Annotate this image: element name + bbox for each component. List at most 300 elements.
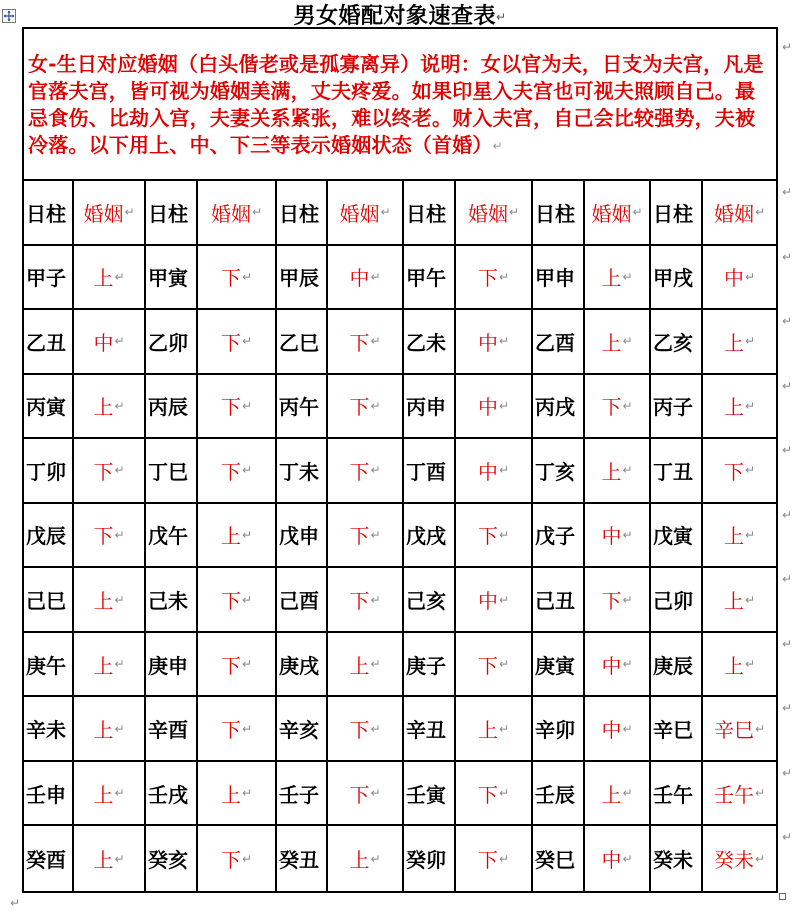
marriage-status-text: 上 bbox=[601, 782, 622, 807]
marriage-status-text: 下 bbox=[93, 524, 114, 549]
day-pillar-text: 己丑 bbox=[535, 589, 575, 614]
day-pillar-text: 日柱 bbox=[279, 201, 319, 226]
marriage-status-cell[interactable] bbox=[456, 246, 533, 311]
lookup-grid bbox=[24, 181, 776, 891]
day-pillar-text: 日柱 bbox=[653, 201, 693, 226]
day-pillar-cell[interactable] bbox=[146, 246, 198, 311]
day-pillar-text: 戊寅 bbox=[653, 524, 693, 549]
day-pillar-text: 庚辰 bbox=[653, 653, 693, 678]
marriage-status-cell[interactable] bbox=[328, 504, 404, 569]
marriage-status-text: 下 bbox=[220, 848, 241, 873]
day-pillar-cell[interactable] bbox=[404, 762, 456, 827]
marriage-status-cell[interactable] bbox=[328, 633, 404, 698]
paragraph-mark-icon: ↵ bbox=[754, 205, 766, 220]
day-pillar-text: 辛酉 bbox=[148, 718, 188, 743]
day-pillar-text: 癸酉 bbox=[26, 848, 66, 873]
day-pillar-cell[interactable] bbox=[277, 697, 328, 762]
marriage-status-text: 下 bbox=[477, 782, 498, 807]
paragraph-mark-icon: ↵ bbox=[744, 592, 756, 607]
day-pillar-cell[interactable] bbox=[24, 697, 74, 762]
day-pillar-text: 庚午 bbox=[26, 653, 66, 678]
marriage-status-text: 上 bbox=[349, 848, 370, 873]
paragraph-mark-icon: ↵ bbox=[10, 896, 21, 910]
marriage-status-text: 婚姻 bbox=[713, 201, 754, 226]
day-pillar-text: 辛未 bbox=[26, 718, 66, 743]
day-pillar-text: 戊午 bbox=[148, 524, 188, 549]
marriage-status-text: 下 bbox=[349, 589, 370, 614]
marriage-status-cell[interactable] bbox=[585, 246, 651, 311]
day-pillar-text: 辛亥 bbox=[279, 718, 319, 743]
marriage-status-cell[interactable] bbox=[585, 568, 651, 633]
day-pillar-text: 壬戌 bbox=[148, 782, 188, 807]
day-pillar-cell[interactable] bbox=[404, 697, 456, 762]
header-pillar-cell[interactable] bbox=[533, 181, 585, 246]
paragraph-mark-icon: ↵ bbox=[241, 463, 253, 478]
marriage-status-cell[interactable] bbox=[198, 439, 277, 504]
day-pillar-text: 辛卯 bbox=[535, 718, 575, 743]
day-pillar-text: 丁巳 bbox=[148, 459, 188, 484]
day-pillar-text: 日柱 bbox=[535, 201, 575, 226]
day-pillar-cell[interactable] bbox=[651, 697, 703, 762]
day-pillar-cell[interactable] bbox=[24, 633, 74, 698]
paragraph-mark-icon: ↵ bbox=[114, 463, 125, 478]
paragraph-mark-icon: ↵ bbox=[622, 398, 633, 413]
day-pillar-cell[interactable] bbox=[651, 246, 703, 311]
paragraph-mark-icon: ↵ bbox=[498, 851, 510, 866]
marriage-status-cell[interactable] bbox=[456, 762, 533, 827]
paragraph-mark-icon: ↵ bbox=[370, 463, 381, 478]
marriage-status-text: 下 bbox=[723, 459, 744, 484]
paragraph-mark-icon: ↵ bbox=[498, 463, 510, 478]
marriage-status-cell[interactable] bbox=[703, 826, 776, 891]
day-pillar-cell[interactable] bbox=[277, 826, 328, 891]
day-pillar-cell[interactable] bbox=[277, 246, 328, 311]
marriage-status-text: 下 bbox=[349, 782, 370, 807]
day-pillar-cell[interactable] bbox=[277, 439, 328, 504]
paragraph-mark-icon: ↵ bbox=[622, 463, 633, 478]
marriage-status-text: 上 bbox=[601, 266, 622, 291]
day-pillar-text: 甲午 bbox=[406, 266, 446, 291]
marriage-status-cell[interactable] bbox=[703, 762, 776, 827]
day-pillar-text: 乙卯 bbox=[148, 330, 188, 355]
marriage-status-cell[interactable] bbox=[328, 246, 404, 311]
day-pillar-cell[interactable] bbox=[404, 633, 456, 698]
day-pillar-text: 己酉 bbox=[279, 589, 319, 614]
marriage-status-cell[interactable] bbox=[703, 504, 776, 569]
marriage-status-cell[interactable] bbox=[703, 375, 776, 440]
paragraph-mark-icon: ↵ bbox=[370, 592, 381, 607]
day-pillar-text: 丙午 bbox=[279, 395, 319, 420]
marriage-status-cell[interactable] bbox=[585, 826, 651, 891]
day-pillar-cell[interactable] bbox=[404, 439, 456, 504]
marriage-status-cell[interactable] bbox=[198, 568, 277, 633]
marriage-status-cell[interactable] bbox=[456, 633, 533, 698]
day-pillar-text: 戊申 bbox=[279, 524, 319, 549]
day-pillar-cell[interactable] bbox=[24, 762, 74, 827]
marriage-status-text: 上 bbox=[93, 653, 114, 678]
paragraph-mark-icon: ↵ bbox=[370, 721, 381, 736]
day-pillar-cell[interactable] bbox=[24, 246, 74, 311]
header-marriage-cell[interactable] bbox=[703, 181, 776, 246]
paragraph-mark-icon: ↵ bbox=[632, 205, 643, 220]
row-end-mark-icon: ↵ bbox=[782, 378, 793, 393]
day-pillar-cell[interactable] bbox=[651, 568, 703, 633]
header-pillar-cell[interactable] bbox=[24, 181, 74, 246]
paragraph-mark-icon: ↵ bbox=[492, 139, 503, 153]
marriage-status-cell[interactable] bbox=[328, 310, 404, 375]
paragraph-mark-icon: ↵ bbox=[744, 657, 756, 672]
marriage-status-cell[interactable] bbox=[456, 439, 533, 504]
row-end-mark-icon: ↵ bbox=[782, 443, 793, 458]
marriage-status-cell[interactable] bbox=[198, 697, 277, 762]
paragraph-mark-icon: ↵ bbox=[114, 334, 125, 349]
marriage-status-text: 婚姻 bbox=[83, 201, 124, 226]
header-marriage-cell[interactable] bbox=[198, 181, 277, 246]
paragraph-mark-icon: ↵ bbox=[622, 269, 633, 284]
marriage-status-text: 中 bbox=[477, 395, 498, 420]
marriage-status-text: 婚姻 bbox=[339, 201, 380, 226]
day-pillar-cell[interactable] bbox=[146, 439, 198, 504]
marriage-status-text: 下 bbox=[477, 653, 498, 678]
marriage-status-cell[interactable] bbox=[456, 375, 533, 440]
marriage-status-text: 下 bbox=[477, 266, 498, 291]
marriage-status-cell[interactable] bbox=[585, 633, 651, 698]
marriage-status-text: 上 bbox=[220, 524, 241, 549]
marriage-status-text: 下 bbox=[220, 718, 241, 743]
day-pillar-cell[interactable] bbox=[146, 504, 198, 569]
paragraph-mark-icon: ↵ bbox=[370, 269, 381, 284]
marriage-status-text: 上 bbox=[723, 653, 744, 678]
marriage-status-text: 中 bbox=[477, 330, 498, 355]
day-pillar-cell[interactable] bbox=[146, 633, 198, 698]
paragraph-mark-icon: ↵ bbox=[114, 786, 125, 801]
day-pillar-cell[interactable] bbox=[533, 633, 585, 698]
intro-text: 女-生日对应婚姻（白头偕老或是孤寡离异）说明：女以官为夫，日支为夫宫，凡是官落夫宫，皆可视为婚姻美满，丈夫疼爱。如果印星入夫宫也可视夫照顾自己。最忌食伤、比劫入宫，夫妻关系紧张，难以终老。财入夫宫，自己会比较强势，夫被冷落。以下用上、中、下三等表示婚姻状态（首婚） bbox=[28, 52, 764, 157]
paragraph-mark-icon: ↵ bbox=[114, 527, 125, 542]
marriage-status-cell[interactable] bbox=[74, 504, 146, 569]
paragraph-mark-icon: ↵ bbox=[622, 527, 633, 542]
row-end-mark-icon: ↵ bbox=[782, 314, 793, 329]
paragraph-mark-icon: ↵ bbox=[114, 851, 125, 866]
paragraph-mark-icon: ↵ bbox=[114, 398, 125, 413]
marriage-status-cell[interactable] bbox=[74, 310, 146, 375]
day-pillar-text: 庚子 bbox=[406, 653, 446, 678]
day-pillar-cell[interactable] bbox=[404, 310, 456, 375]
marriage-status-cell[interactable] bbox=[456, 504, 533, 569]
marriage-status-text: 上 bbox=[477, 718, 498, 743]
marriage-status-text: 上 bbox=[220, 782, 241, 807]
row-end-mark-icon: ↵ bbox=[782, 765, 793, 780]
marriage-status-cell[interactable] bbox=[456, 826, 533, 891]
marriage-status-cell[interactable] bbox=[585, 310, 651, 375]
marriage-status-text: 上 bbox=[723, 589, 744, 614]
header-marriage-cell[interactable] bbox=[74, 181, 146, 246]
marriage-status-cell[interactable] bbox=[328, 762, 404, 827]
day-pillar-cell[interactable] bbox=[533, 439, 585, 504]
marriage-status-text: 上 bbox=[723, 524, 744, 549]
marriage-status-cell[interactable] bbox=[703, 568, 776, 633]
marriage-status-text: 中 bbox=[601, 653, 622, 678]
marriage-status-text: 上 bbox=[93, 589, 114, 614]
day-pillar-cell[interactable] bbox=[651, 504, 703, 569]
marriage-status-cell[interactable] bbox=[585, 439, 651, 504]
day-pillar-cell[interactable] bbox=[24, 310, 74, 375]
marriage-status-text: 婚姻 bbox=[467, 201, 508, 226]
marriage-status-cell[interactable] bbox=[74, 633, 146, 698]
day-pillar-cell[interactable] bbox=[24, 439, 74, 504]
marriage-status-cell[interactable] bbox=[585, 504, 651, 569]
paragraph-mark-icon: ↵ bbox=[241, 786, 253, 801]
marriage-status-text: 中 bbox=[477, 459, 498, 484]
day-pillar-cell[interactable] bbox=[404, 504, 456, 569]
paragraph-mark-icon: ↵ bbox=[241, 527, 253, 542]
paragraph-mark-icon: ↵ bbox=[498, 398, 510, 413]
marriage-status-cell[interactable] bbox=[585, 762, 651, 827]
day-pillar-text: 己亥 bbox=[406, 589, 446, 614]
paragraph-mark-icon: ↵ bbox=[124, 205, 135, 220]
day-pillar-cell[interactable] bbox=[277, 310, 328, 375]
marriage-status-cell[interactable] bbox=[74, 375, 146, 440]
paragraph-mark-icon: ↵ bbox=[241, 721, 253, 736]
marriage-status-cell[interactable] bbox=[703, 697, 776, 762]
marriage-status-cell[interactable] bbox=[328, 375, 404, 440]
marriage-status-text: 中 bbox=[477, 589, 498, 614]
marriage-status-cell[interactable] bbox=[328, 697, 404, 762]
paragraph-mark-icon: ↵ bbox=[114, 269, 125, 284]
marriage-status-text: 下 bbox=[220, 459, 241, 484]
marriage-status-text: 下 bbox=[220, 653, 241, 678]
marriage-status-text: 癸未 bbox=[713, 848, 754, 873]
paragraph-mark-icon: ↵ bbox=[498, 334, 510, 349]
paragraph-mark-icon: ↵ bbox=[241, 269, 253, 284]
paragraph-mark-icon: ↵ bbox=[241, 592, 253, 607]
header-pillar-cell[interactable] bbox=[404, 181, 456, 246]
marriage-status-text: 上 bbox=[723, 330, 744, 355]
marriage-status-cell[interactable] bbox=[328, 439, 404, 504]
day-pillar-text: 日柱 bbox=[406, 201, 446, 226]
marriage-status-text: 中 bbox=[601, 718, 622, 743]
day-pillar-text: 辛巳 bbox=[653, 718, 693, 743]
paragraph-mark-icon: ↵ bbox=[498, 592, 510, 607]
day-pillar-text: 甲辰 bbox=[279, 266, 319, 291]
marriage-status-text: 下 bbox=[220, 589, 241, 614]
marriage-status-text: 下 bbox=[477, 524, 498, 549]
header-pillar-cell[interactable] bbox=[651, 181, 703, 246]
day-pillar-cell[interactable] bbox=[277, 504, 328, 569]
day-pillar-cell[interactable] bbox=[651, 439, 703, 504]
day-pillar-cell[interactable] bbox=[533, 762, 585, 827]
day-pillar-text: 己巳 bbox=[26, 589, 66, 614]
day-pillar-cell[interactable] bbox=[404, 826, 456, 891]
paragraph-mark-icon: ↵ bbox=[508, 205, 520, 220]
header-marriage-cell[interactable] bbox=[328, 181, 404, 246]
day-pillar-text: 壬辰 bbox=[535, 782, 575, 807]
marriage-status-cell[interactable] bbox=[198, 504, 277, 569]
paragraph-mark-icon: ↵ bbox=[622, 657, 633, 672]
day-pillar-text: 壬子 bbox=[279, 782, 319, 807]
day-pillar-text: 癸巳 bbox=[535, 848, 575, 873]
marriage-status-text: 中 bbox=[601, 848, 622, 873]
paragraph-mark-icon: ↵ bbox=[622, 721, 633, 736]
day-pillar-cell[interactable] bbox=[651, 633, 703, 698]
day-pillar-text: 戊戌 bbox=[406, 524, 446, 549]
marriage-status-text: 上 bbox=[93, 718, 114, 743]
day-pillar-text: 日柱 bbox=[26, 201, 66, 226]
marriage-status-text: 上 bbox=[93, 848, 114, 873]
table-resize-handle[interactable] bbox=[779, 893, 786, 900]
day-pillar-cell[interactable] bbox=[533, 246, 585, 311]
day-pillar-cell[interactable] bbox=[533, 375, 585, 440]
day-pillar-text: 庚戌 bbox=[279, 653, 319, 678]
paragraph-mark-icon: ↵ bbox=[744, 398, 756, 413]
day-pillar-cell[interactable] bbox=[533, 826, 585, 891]
day-pillar-cell[interactable] bbox=[146, 375, 198, 440]
paragraph-mark-icon: ↵ bbox=[114, 721, 125, 736]
day-pillar-cell[interactable] bbox=[277, 568, 328, 633]
marriage-status-text: 上 bbox=[93, 395, 114, 420]
marriage-status-cell[interactable] bbox=[585, 375, 651, 440]
day-pillar-cell[interactable] bbox=[277, 375, 328, 440]
header-marriage-cell[interactable] bbox=[585, 181, 651, 246]
paragraph-mark-icon: ↵ bbox=[380, 205, 391, 220]
marriage-status-cell[interactable] bbox=[74, 568, 146, 633]
paragraph-mark-icon: ↵ bbox=[241, 657, 253, 672]
day-pillar-text: 癸卯 bbox=[406, 848, 446, 873]
paragraph-mark-icon: ↵ bbox=[114, 657, 125, 672]
paragraph-mark-icon: ↵ bbox=[754, 786, 766, 801]
marriage-status-cell[interactable] bbox=[328, 568, 404, 633]
paragraph-mark-icon: ↵ bbox=[622, 334, 633, 349]
paragraph-mark-icon: ↵ bbox=[370, 527, 381, 542]
day-pillar-cell[interactable] bbox=[146, 762, 198, 827]
day-pillar-text: 癸未 bbox=[653, 848, 693, 873]
marriage-status-cell[interactable] bbox=[585, 697, 651, 762]
day-pillar-cell[interactable] bbox=[146, 697, 198, 762]
paragraph-mark-icon: ↵ bbox=[744, 269, 756, 284]
marriage-status-cell[interactable] bbox=[456, 697, 533, 762]
day-pillar-text: 甲申 bbox=[535, 266, 575, 291]
marriage-status-text: 中 bbox=[601, 524, 622, 549]
day-pillar-cell[interactable] bbox=[146, 568, 198, 633]
day-pillar-text: 丙申 bbox=[406, 395, 446, 420]
header-marriage-cell[interactable] bbox=[456, 181, 533, 246]
day-pillar-cell[interactable] bbox=[533, 697, 585, 762]
day-pillar-text: 丁酉 bbox=[406, 459, 446, 484]
marriage-status-cell[interactable] bbox=[703, 439, 776, 504]
paragraph-mark-icon: ↵ bbox=[370, 657, 381, 672]
row-end-mark-icon: ↵ bbox=[782, 249, 793, 264]
marriage-status-text: 上 bbox=[723, 395, 744, 420]
day-pillar-cell[interactable] bbox=[533, 310, 585, 375]
marriage-status-cell[interactable] bbox=[198, 762, 277, 827]
day-pillar-text: 丁未 bbox=[279, 459, 319, 484]
row-end-mark-icon: ↵ bbox=[782, 40, 793, 54]
day-pillar-cell[interactable] bbox=[651, 310, 703, 375]
intro-cell[interactable] bbox=[24, 29, 776, 181]
paragraph-mark-icon: ↵ bbox=[622, 786, 633, 801]
day-pillar-text: 乙巳 bbox=[279, 330, 319, 355]
day-pillar-cell[interactable] bbox=[533, 568, 585, 633]
day-pillar-text: 乙亥 bbox=[653, 330, 693, 355]
marriage-status-cell[interactable] bbox=[198, 826, 277, 891]
day-pillar-cell[interactable] bbox=[651, 826, 703, 891]
marriage-status-cell[interactable] bbox=[198, 375, 277, 440]
day-pillar-cell[interactable] bbox=[404, 246, 456, 311]
day-pillar-text: 庚申 bbox=[148, 653, 188, 678]
marriage-status-cell[interactable] bbox=[198, 246, 277, 311]
marriage-status-cell[interactable] bbox=[74, 826, 146, 891]
marriage-status-text: 下 bbox=[477, 848, 498, 873]
marriage-status-text: 下 bbox=[349, 524, 370, 549]
marriage-status-text: 上 bbox=[93, 782, 114, 807]
marriage-status-text: 中 bbox=[93, 330, 114, 355]
paragraph-mark-icon: ↵ bbox=[241, 398, 253, 413]
day-pillar-cell[interactable] bbox=[533, 504, 585, 569]
day-pillar-cell[interactable] bbox=[651, 762, 703, 827]
day-pillar-text: 己卯 bbox=[653, 589, 693, 614]
marriage-status-text: 下 bbox=[601, 589, 622, 614]
day-pillar-text: 丙子 bbox=[653, 395, 693, 420]
day-pillar-cell[interactable] bbox=[277, 633, 328, 698]
day-pillar-text: 戊子 bbox=[535, 524, 575, 549]
paragraph-mark-icon: ↵ bbox=[744, 463, 756, 478]
marriage-status-cell[interactable] bbox=[456, 568, 533, 633]
paragraph-mark-icon: ↵ bbox=[370, 334, 381, 349]
day-pillar-cell[interactable] bbox=[146, 826, 198, 891]
day-pillar-cell[interactable] bbox=[24, 504, 74, 569]
marriage-status-cell[interactable] bbox=[328, 826, 404, 891]
marriage-status-cell[interactable] bbox=[74, 246, 146, 311]
paragraph-mark-icon: ↵ bbox=[622, 851, 633, 866]
marriage-status-cell[interactable] bbox=[74, 762, 146, 827]
day-pillar-text: 甲戌 bbox=[653, 266, 693, 291]
marriage-status-cell[interactable] bbox=[198, 310, 277, 375]
day-pillar-cell[interactable] bbox=[404, 568, 456, 633]
day-pillar-cell[interactable] bbox=[146, 310, 198, 375]
marriage-status-text: 上 bbox=[93, 266, 114, 291]
day-pillar-text: 辛丑 bbox=[406, 718, 446, 743]
paragraph-mark-icon: ↵ bbox=[498, 269, 510, 284]
marriage-status-cell[interactable] bbox=[703, 246, 776, 311]
marriage-status-cell[interactable] bbox=[74, 697, 146, 762]
paragraph-mark-icon: ↵ bbox=[251, 205, 263, 220]
day-pillar-cell[interactable] bbox=[277, 762, 328, 827]
row-end-mark-icon: ↵ bbox=[782, 636, 793, 651]
day-pillar-cell[interactable] bbox=[24, 826, 74, 891]
marriage-status-cell[interactable] bbox=[198, 633, 277, 698]
row-end-mark-icon: ↵ bbox=[782, 701, 793, 716]
day-pillar-cell[interactable] bbox=[24, 568, 74, 633]
day-pillar-text: 丁卯 bbox=[26, 459, 66, 484]
marriage-status-cell[interactable] bbox=[703, 633, 776, 698]
marriage-status-cell[interactable] bbox=[456, 310, 533, 375]
marriage-status-text: 下 bbox=[220, 266, 241, 291]
day-pillar-cell[interactable] bbox=[404, 375, 456, 440]
day-pillar-cell[interactable] bbox=[651, 375, 703, 440]
header-pillar-cell[interactable] bbox=[277, 181, 328, 246]
paragraph-mark-icon: ↵ bbox=[370, 398, 381, 413]
header-pillar-cell[interactable] bbox=[146, 181, 198, 246]
paragraph-mark-icon: ↵ bbox=[495, 10, 507, 24]
day-pillar-cell[interactable] bbox=[24, 375, 74, 440]
marriage-status-cell[interactable] bbox=[74, 439, 146, 504]
paragraph-mark-icon: ↵ bbox=[498, 657, 510, 672]
day-pillar-text: 乙丑 bbox=[26, 330, 66, 355]
marriage-status-cell[interactable] bbox=[703, 310, 776, 375]
day-pillar-text: 癸丑 bbox=[279, 848, 319, 873]
day-pillar-text: 壬午 bbox=[653, 782, 693, 807]
paragraph-mark-icon: ↵ bbox=[498, 527, 510, 542]
